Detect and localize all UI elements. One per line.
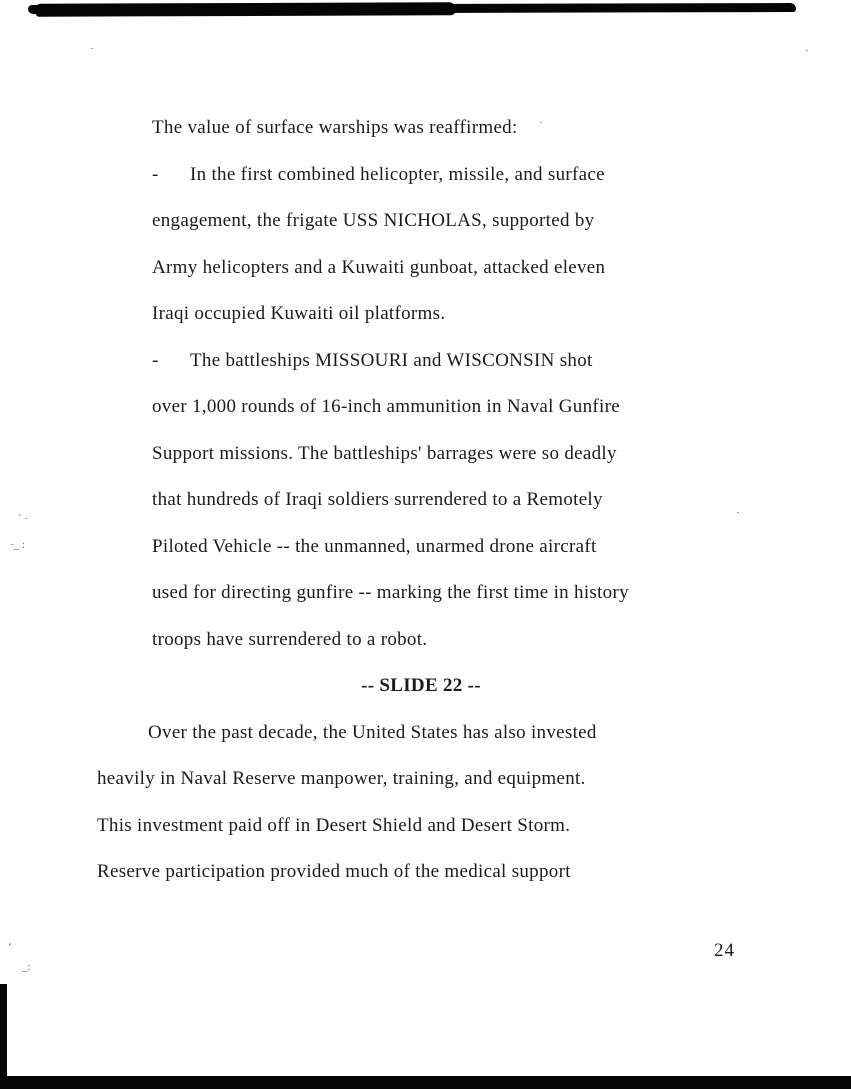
bullet-1-line: Iraqi occupied Kuwaiti oil platforms. bbox=[152, 303, 446, 324]
bullet-1-first-line bbox=[97, 152, 745, 199]
bullet-1-line: engagement, the frigate USS NICHOLAS, supported by bbox=[152, 210, 595, 231]
scan-speck: ` · bbox=[18, 513, 29, 525]
scan-speck: · bbox=[539, 117, 543, 129]
closing-paragraph-line: heavily in Naval Reserve manpower, training, and equipment. bbox=[97, 768, 586, 789]
scan-artifact-left-strip bbox=[0, 984, 7, 1089]
scan-speck: ·_ : bbox=[10, 539, 25, 551]
bullet-2-line: Piloted Vehicle -- the unmanned, unarmed drone aircraft bbox=[152, 535, 597, 557]
closing-paragraph-line: This investment paid off in Desert Shield and Desert Storm. bbox=[97, 814, 571, 836]
scan-artifact-bottom-bar bbox=[0, 1076, 851, 1089]
bullet-2-line: Support missions. The battleships' barrages were so deadly bbox=[152, 442, 617, 464]
bullet-2-line: that hundreds of Iraqi soldiers surrendered to a Remotely bbox=[152, 489, 603, 510]
bullet-marker: - bbox=[152, 163, 159, 185]
bullet-2-line: over 1,000 rounds of 16-inch ammunition in Naval Gunfire bbox=[152, 396, 620, 417]
bullet-2-first-line bbox=[97, 338, 745, 385]
closing-paragraph-line: Over the past decade, the United States has also invested bbox=[148, 721, 597, 743]
bullet-1-line: Army helicopters and a Kuwaiti gunboat, attacked eleven bbox=[152, 256, 606, 278]
scan-speck: · bbox=[805, 45, 809, 57]
bullet-2-line: used for directing gunfire -- marking the first time in history bbox=[152, 582, 629, 603]
scan-speck: · bbox=[736, 507, 740, 519]
intro-line bbox=[97, 105, 745, 152]
scan-speck: · bbox=[90, 43, 94, 55]
bullet-1-text: In the first combined helicopter, missile, and surface bbox=[190, 163, 605, 185]
scan-speck: ‘ bbox=[8, 941, 12, 953]
scan-speck: _: bbox=[22, 961, 31, 973]
slide-heading: -- SLIDE 22 -- bbox=[361, 675, 481, 696]
bullet-2-text: The battleships MISSOURI and WISCONSIN shot bbox=[190, 349, 593, 371]
bullet-marker: - bbox=[152, 349, 159, 371]
closing-paragraph-line: Reserve participation provided much of the medical support bbox=[97, 861, 571, 882]
page-number: 24 bbox=[714, 940, 735, 961]
bullet-2-line: troops have surrendered to a robot. bbox=[152, 628, 428, 650]
intro-text: The value of surface warships was reaffirmed: bbox=[152, 117, 518, 138]
scan-artifact-top-bar-thick bbox=[36, 2, 456, 16]
document-body bbox=[97, 105, 745, 896]
